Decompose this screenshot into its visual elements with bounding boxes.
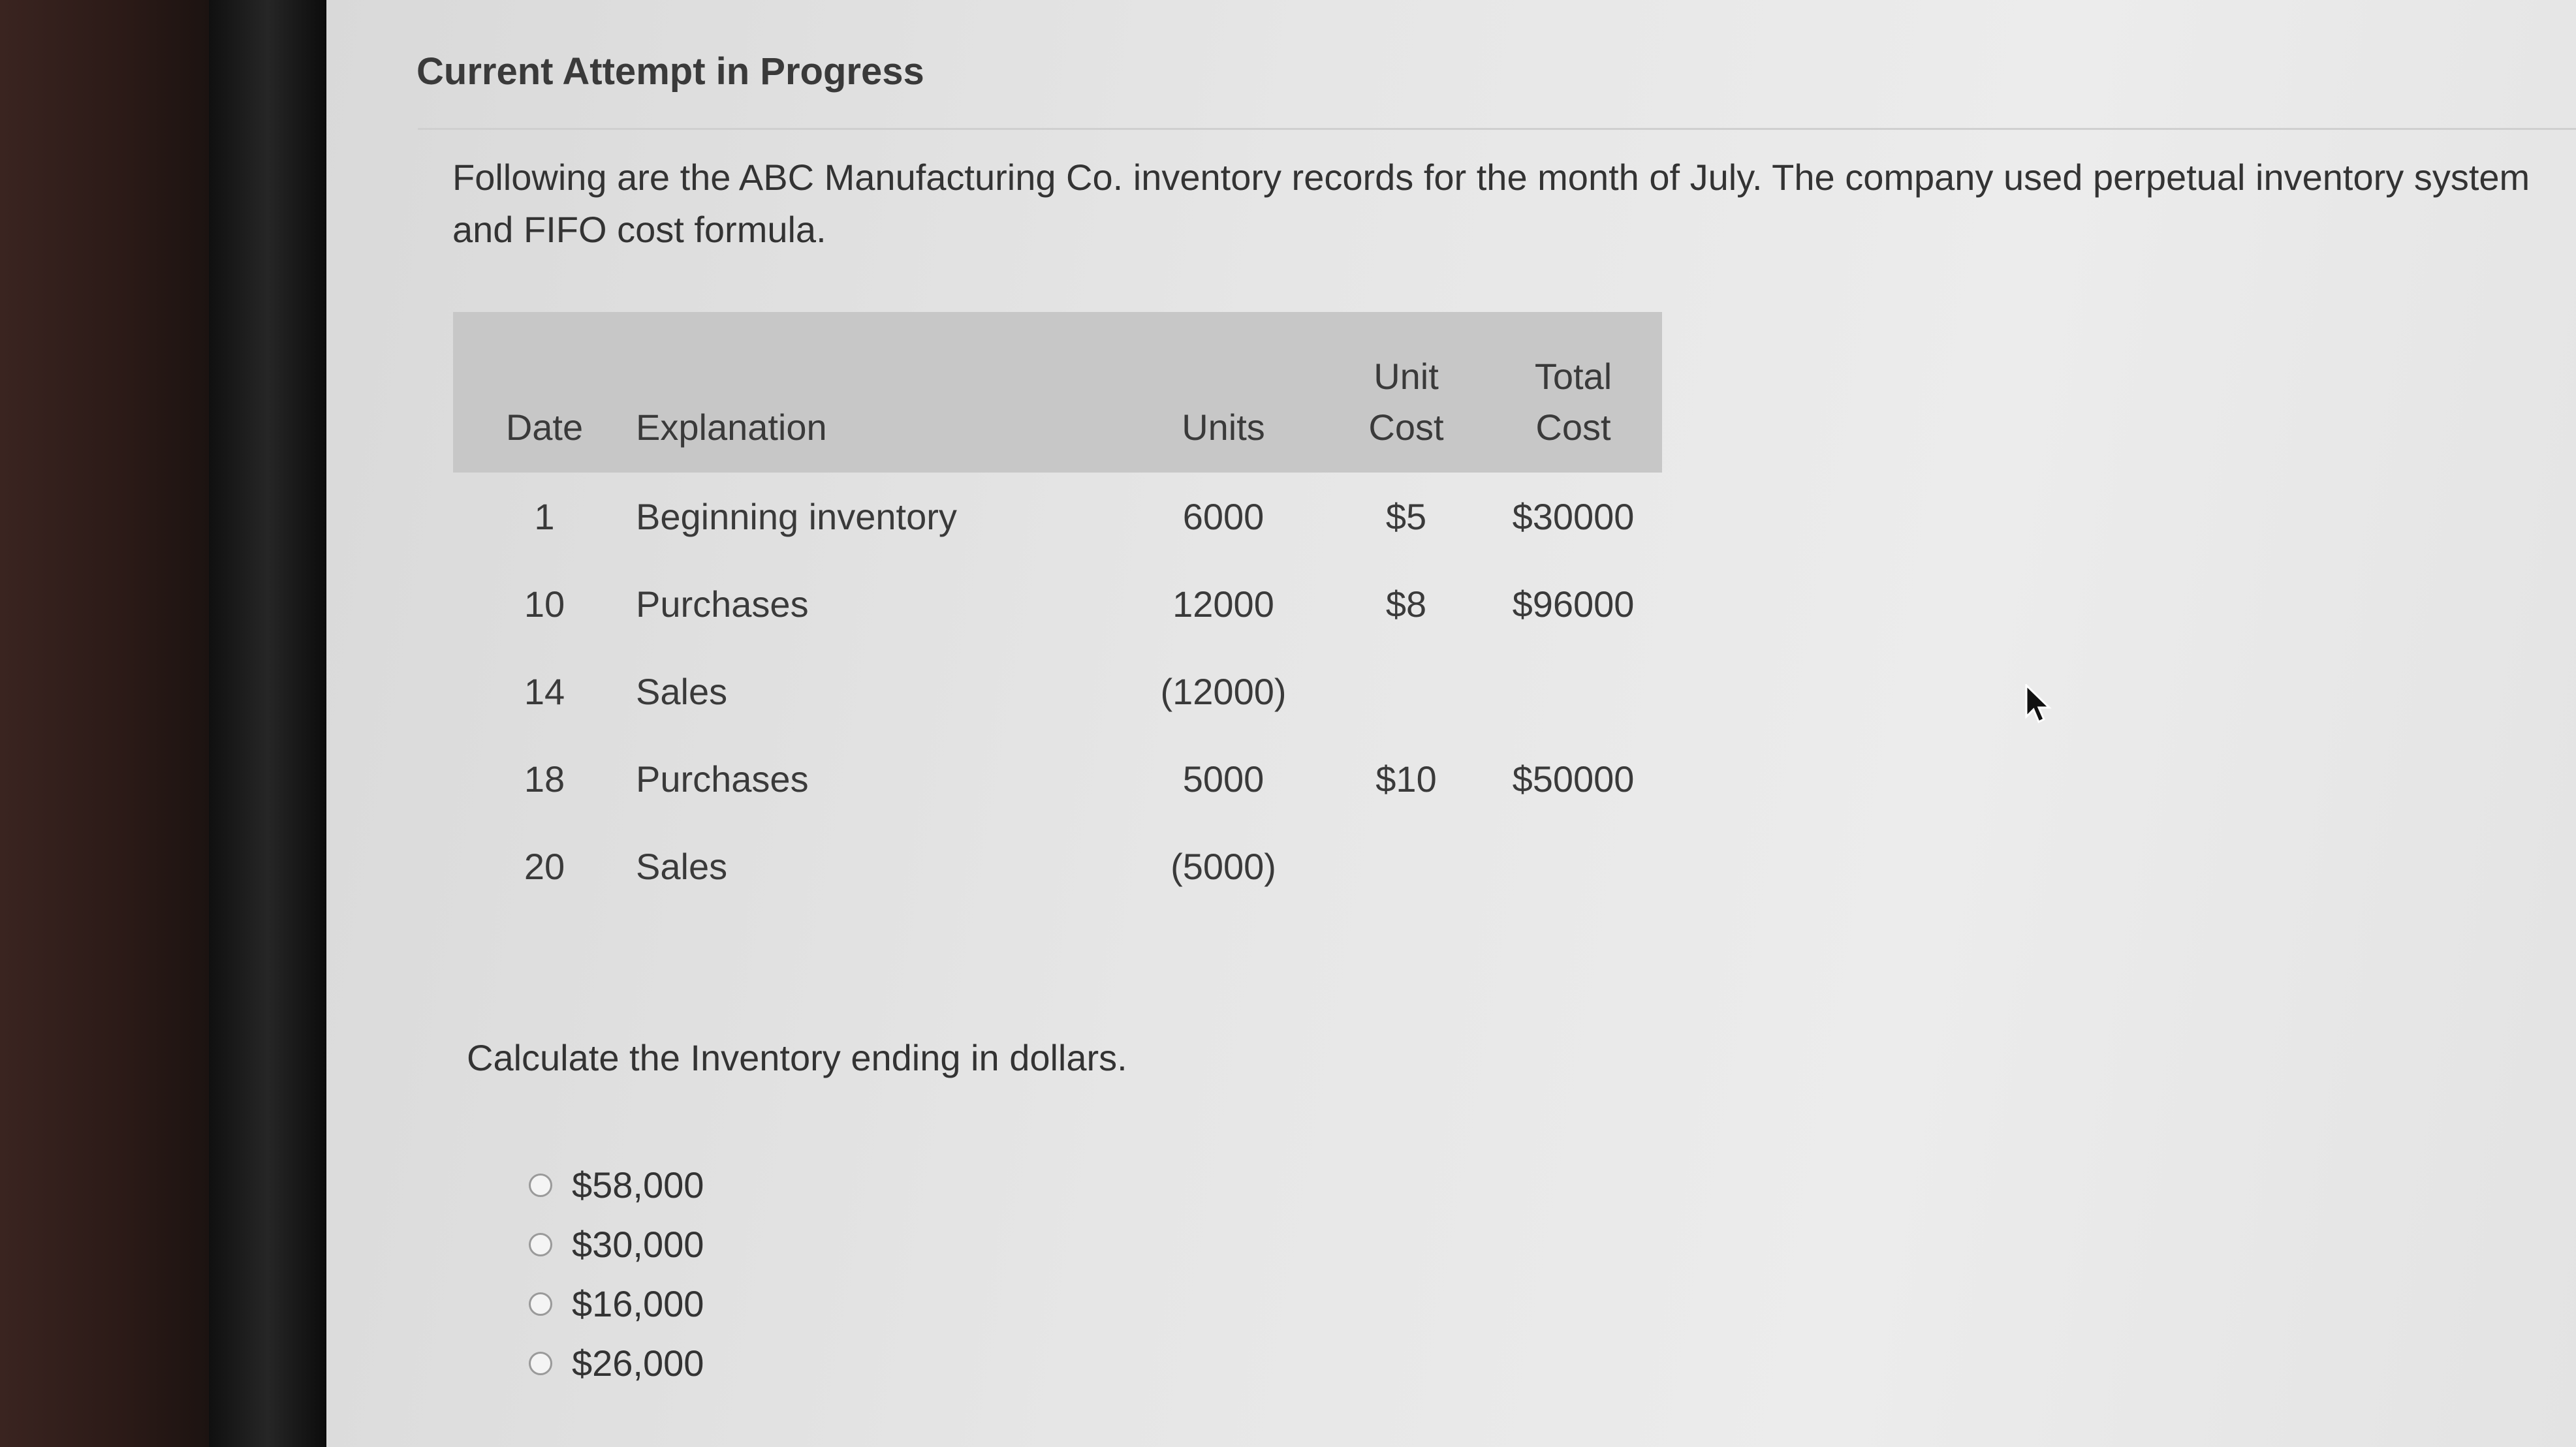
table-row bbox=[453, 473, 1662, 560]
answer-option-1[interactable] bbox=[529, 1155, 704, 1215]
cell-total-cost: $50000 bbox=[1512, 758, 1635, 800]
cell-date: 20 bbox=[524, 845, 565, 887]
cell-explanation: Beginning inventory bbox=[636, 495, 957, 537]
answer-option-3[interactable] bbox=[529, 1274, 704, 1333]
cell-unit-cost bbox=[1328, 822, 1484, 910]
cell-unit-cost bbox=[1328, 647, 1484, 735]
header-units: Units bbox=[1182, 407, 1265, 448]
cell-units: (5000) bbox=[1170, 845, 1276, 887]
attempt-heading: Current Attempt in Progress bbox=[416, 50, 924, 93]
header-explanation: Explanation bbox=[636, 407, 827, 448]
table-row bbox=[453, 735, 1662, 822]
header-unit-cost-line1: Unit bbox=[1374, 356, 1439, 397]
inventory-table-container bbox=[453, 312, 1662, 910]
table-row bbox=[453, 822, 1662, 910]
answer-option-label: $58,000 bbox=[572, 1164, 704, 1206]
cell-unit-cost: $8 bbox=[1385, 583, 1427, 625]
cell-explanation: Purchases bbox=[636, 583, 809, 625]
monitor-bezel bbox=[209, 0, 326, 1447]
cell-units: (12000) bbox=[1160, 670, 1287, 712]
answer-option-label: $30,000 bbox=[572, 1224, 704, 1265]
header-total-cost bbox=[1484, 312, 1662, 473]
cell-total-cost bbox=[1484, 647, 1662, 735]
header-unit-cost-line2: Cost bbox=[1368, 407, 1444, 448]
cell-explanation: Purchases bbox=[636, 758, 809, 800]
cell-units: 6000 bbox=[1182, 495, 1264, 537]
radio-button[interactable] bbox=[529, 1292, 552, 1316]
cell-explanation: Sales bbox=[636, 670, 728, 712]
table-row bbox=[453, 560, 1662, 647]
question-text: Following are the ABC Manufacturing Co. inventory records for the month of July. The company used perpetual inventory system and FIFO cost formula. bbox=[452, 157, 2530, 250]
cell-date: 10 bbox=[524, 583, 565, 625]
screen bbox=[326, 0, 2576, 1447]
radio-button[interactable] bbox=[529, 1352, 552, 1375]
cell-total-cost: $96000 bbox=[1512, 583, 1635, 625]
table-row bbox=[453, 647, 1662, 735]
divider bbox=[418, 128, 2576, 130]
radio-button[interactable] bbox=[529, 1233, 552, 1256]
cell-date: 14 bbox=[524, 670, 565, 712]
cell-total-cost bbox=[1484, 822, 1662, 910]
table-header-row bbox=[453, 312, 1662, 473]
header-unit-cost bbox=[1328, 312, 1484, 473]
cell-units: 5000 bbox=[1182, 758, 1264, 800]
answer-option-4[interactable] bbox=[529, 1333, 704, 1393]
question-prompt: Calculate the Inventory ending in dollars. bbox=[467, 1037, 1127, 1078]
inventory-table bbox=[453, 312, 1662, 910]
cell-date: 18 bbox=[524, 758, 565, 800]
header-total-cost-line2: Cost bbox=[1535, 407, 1611, 448]
arrow-cursor-icon bbox=[2024, 684, 2052, 726]
header-date: Date bbox=[505, 407, 584, 448]
cell-unit-cost: $5 bbox=[1385, 495, 1427, 537]
answer-options bbox=[529, 1155, 704, 1393]
background-surface bbox=[0, 0, 209, 1447]
radio-button[interactable] bbox=[529, 1174, 552, 1197]
answer-option-2[interactable] bbox=[529, 1215, 704, 1274]
cell-units: 12000 bbox=[1172, 583, 1274, 625]
cell-total-cost: $30000 bbox=[1512, 495, 1635, 537]
header-total-cost-line1: Total bbox=[1534, 356, 1612, 397]
cell-unit-cost: $10 bbox=[1375, 758, 1437, 800]
cell-explanation: Sales bbox=[636, 845, 728, 887]
cell-date: 1 bbox=[534, 495, 555, 537]
answer-option-label: $26,000 bbox=[572, 1343, 704, 1384]
answer-option-label: $16,000 bbox=[572, 1283, 704, 1324]
